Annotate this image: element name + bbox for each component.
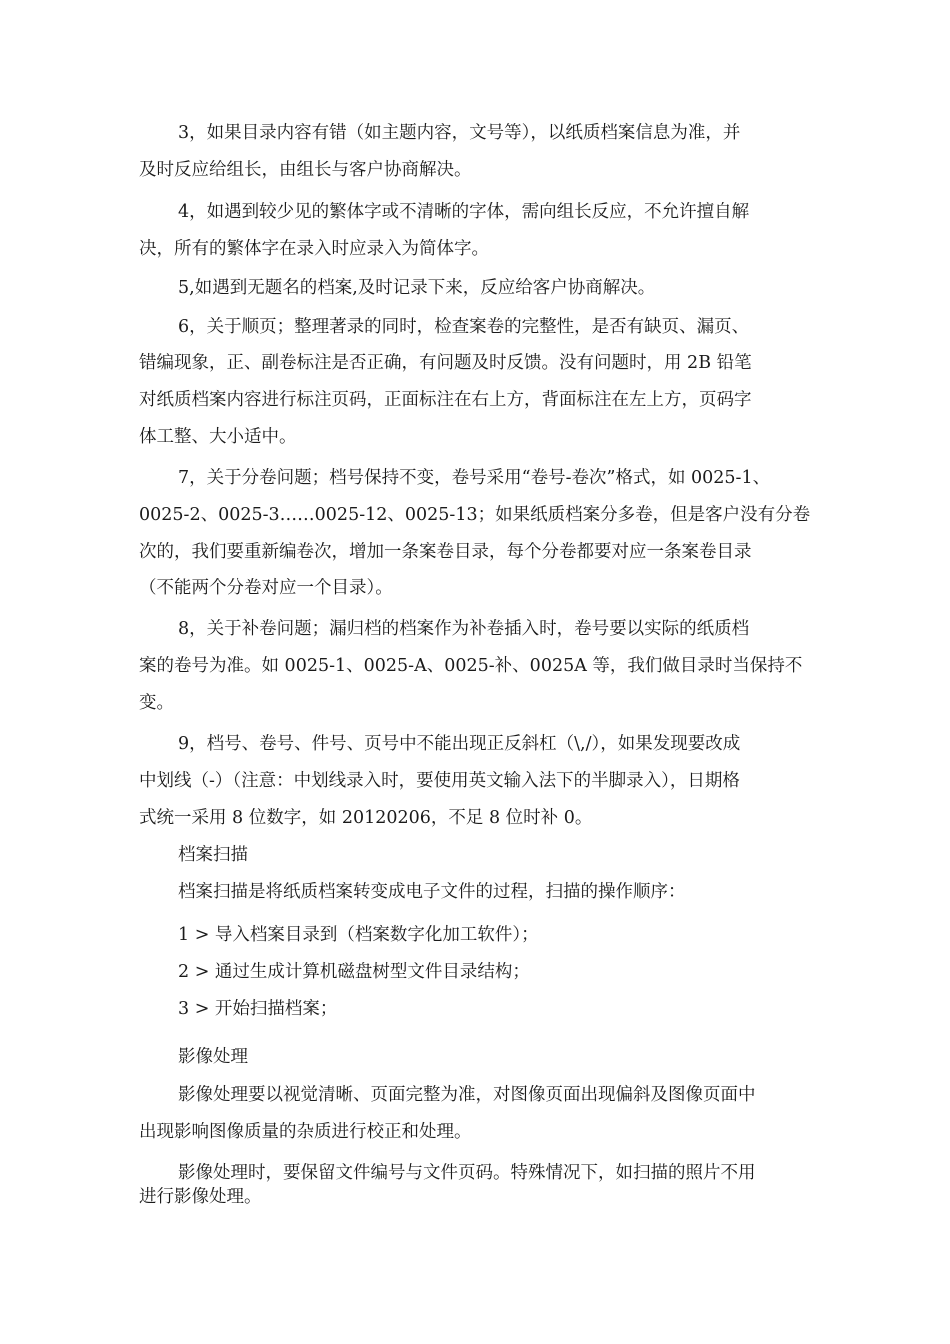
para-7-line-1: 7，关于分卷问题；档号保持不变，卷号采用“卷号-卷次”格式，如 0025-1、 xyxy=(178,468,771,488)
scan-intro-line: 档案扫描是将纸质档案转变成电子文件的过程，扫描的操作顺序： xyxy=(178,882,686,902)
para-8-line-1: 8，关于补卷问题；漏归档的档案作为补卷插入时，卷号要以实际的纸质档 xyxy=(178,619,750,639)
para-3-line-2: 及时反应给组长，由组长与客户协商解决。 xyxy=(139,160,472,180)
para-3-line-1: 3，如果目录内容有错（如主题内容，文号等），以纸质档案信息为准，并 xyxy=(178,123,741,143)
heading-archive-scan: 档案扫描 xyxy=(178,845,248,865)
image-para-2-line-2: 进行影像处理。 xyxy=(139,1187,262,1207)
para-7-line-3: 次的，我们要重新编卷次，增加一条案卷目录，每个分卷都要对应一条案卷目录 xyxy=(139,542,752,562)
scan-step-3: 3 > 开始扫描档案； xyxy=(178,999,338,1019)
para-4-line-1: 4，如遇到较少见的繁体字或不清晰的字体，需向组长反应，不允许擅自解 xyxy=(178,202,750,222)
para-8-line-3: 变。 xyxy=(139,693,174,713)
para-7-line-2: 0025-2、0025-3……0025-12、0025-13；如果纸质档案分多卷，但是客户没有分卷 xyxy=(139,505,811,525)
para-6-line-3: 对纸质档案内容进行标注页码，正面标注在右上方，背面标注在左上方，页码字 xyxy=(139,390,752,410)
para-6-line-2: 错编现象，正、副卷标注是否正确，有问题及时反馈。没有问题时，用 2B 铅笔 xyxy=(139,353,752,373)
para-7-line-4: （不能两个分卷对应一个目录）。 xyxy=(139,578,393,598)
para-8-line-2: 案的卷号为准。如 0025-1、0025-A、0025-补、0025A 等，我们做目录时当保持不 xyxy=(139,656,803,676)
para-4-line-2: 决，所有的繁体字在录入时应录入为简体字。 xyxy=(139,239,489,259)
para-9-line-2: 中划线（-）（注意：中划线录入时，要使用英文输入法下的半脚录入），日期格 xyxy=(139,771,740,791)
para-9-line-1: 9，档号、卷号、件号、页号中不能出现正反斜杠（\,/），如果发现要改成 xyxy=(178,734,741,754)
image-para-1-line-1: 影像处理要以视觉清晰、页面完整为准，对图像页面出现偏斜及图像页面中 xyxy=(178,1085,756,1105)
para-6-line-4: 体工整、大小适中。 xyxy=(139,427,297,447)
scan-step-2: 2 > 通过生成计算机磁盘树型文件目录结构； xyxy=(178,962,530,982)
heading-image-processing: 影像处理 xyxy=(178,1047,248,1067)
image-para-2-line-1: 影像处理时，要保留文件编号与文件页码。特殊情况下，如扫描的照片不用 xyxy=(178,1163,756,1183)
para-9-line-3: 式统一采用 8 位数字，如 20120206，不足 8 位时补 0。 xyxy=(139,808,593,828)
image-para-1-line-2: 出现影响图像质量的杂质进行校正和处理。 xyxy=(139,1122,472,1142)
para-6-line-1: 6，关于顺页；整理著录的同时，检查案卷的完整性，是否有缺页、漏页、 xyxy=(178,317,750,337)
scan-step-1: 1 > 导入档案目录到（档案数字化加工软件）； xyxy=(178,925,539,945)
para-5-line-1: 5,如遇到无题名的档案,及时记录下来，反应给客户协商解决。 xyxy=(178,278,656,298)
